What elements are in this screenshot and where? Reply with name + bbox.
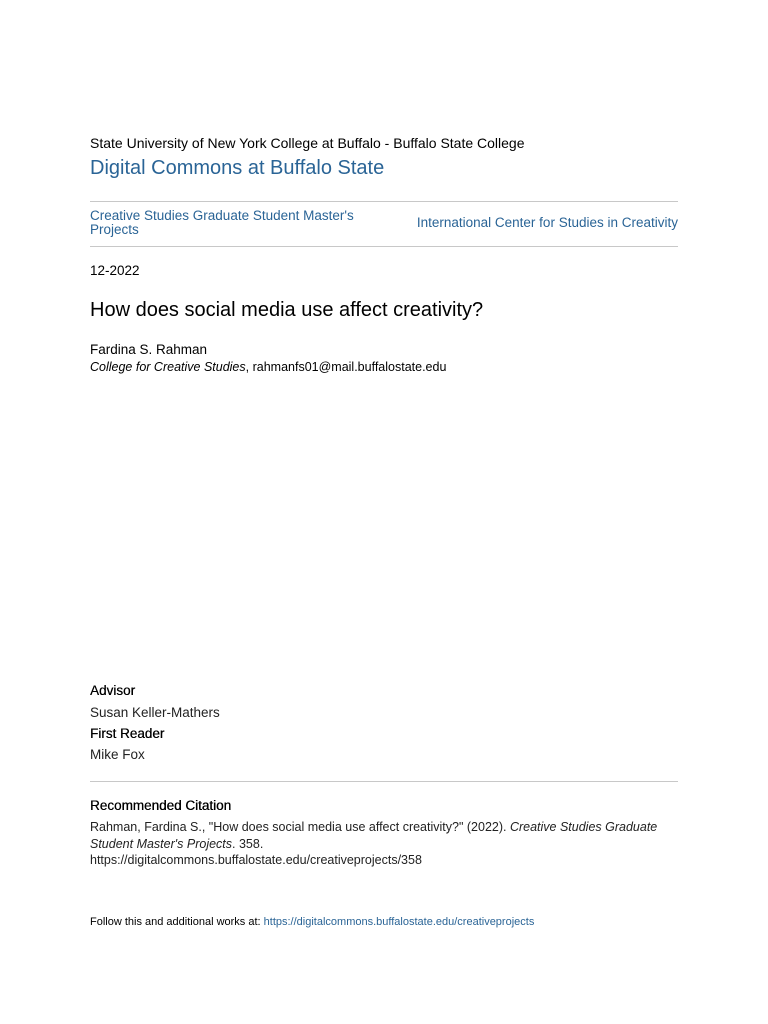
repository-link[interactable]: Digital Commons at Buffalo State xyxy=(90,157,385,179)
author-department: College for Creative Studies xyxy=(90,360,246,374)
follow-prefix: Follow this and additional works at: xyxy=(90,916,264,928)
collection-link-icsc[interactable]: International Center for Studies in Creativity xyxy=(416,215,678,230)
first-reader-name: Mike Fox xyxy=(90,747,145,762)
advisor-label: Advisor xyxy=(90,683,136,698)
citation-text xyxy=(90,819,678,869)
collection-link-masters-projects[interactable]: Creative Studies Graduate Student Master's Projects xyxy=(90,208,354,237)
advisor-name: Susan Keller-Mathers xyxy=(90,705,220,720)
citation-end: . 358. xyxy=(232,836,264,851)
citation-journal: Creative Studies Graduate Student Master's Projects xyxy=(90,820,658,851)
divider-top xyxy=(90,201,678,202)
divider-citation xyxy=(90,781,678,782)
author-email: , rahmanfs01@mail.buffalostate.edu xyxy=(245,360,447,374)
citation-heading: Recommended Citation xyxy=(90,798,232,813)
document-title: How does social media use affect creativity? xyxy=(90,299,484,321)
cover-page xyxy=(90,0,678,1024)
citation-start: Rahman, Fardina S., "How does social media use affect creativity?" (2022). xyxy=(90,820,510,834)
institution-name: State University of New York College at Buffalo - Buffalo State College xyxy=(90,135,525,151)
first-reader-label: First Reader xyxy=(90,726,165,741)
author-name: Fardina S. Rahman xyxy=(90,342,208,357)
follow-link[interactable]: https://digitalcommons.buffalostate.edu/creativeprojects xyxy=(263,916,535,928)
author-affiliation xyxy=(90,360,446,374)
publication-date: 12-2022 xyxy=(90,263,140,278)
divider-collections xyxy=(90,246,678,247)
follow-footer xyxy=(90,916,534,928)
citation-url: https://digitalcommons.buffalostate.edu/creativeprojects/358 xyxy=(90,853,422,867)
